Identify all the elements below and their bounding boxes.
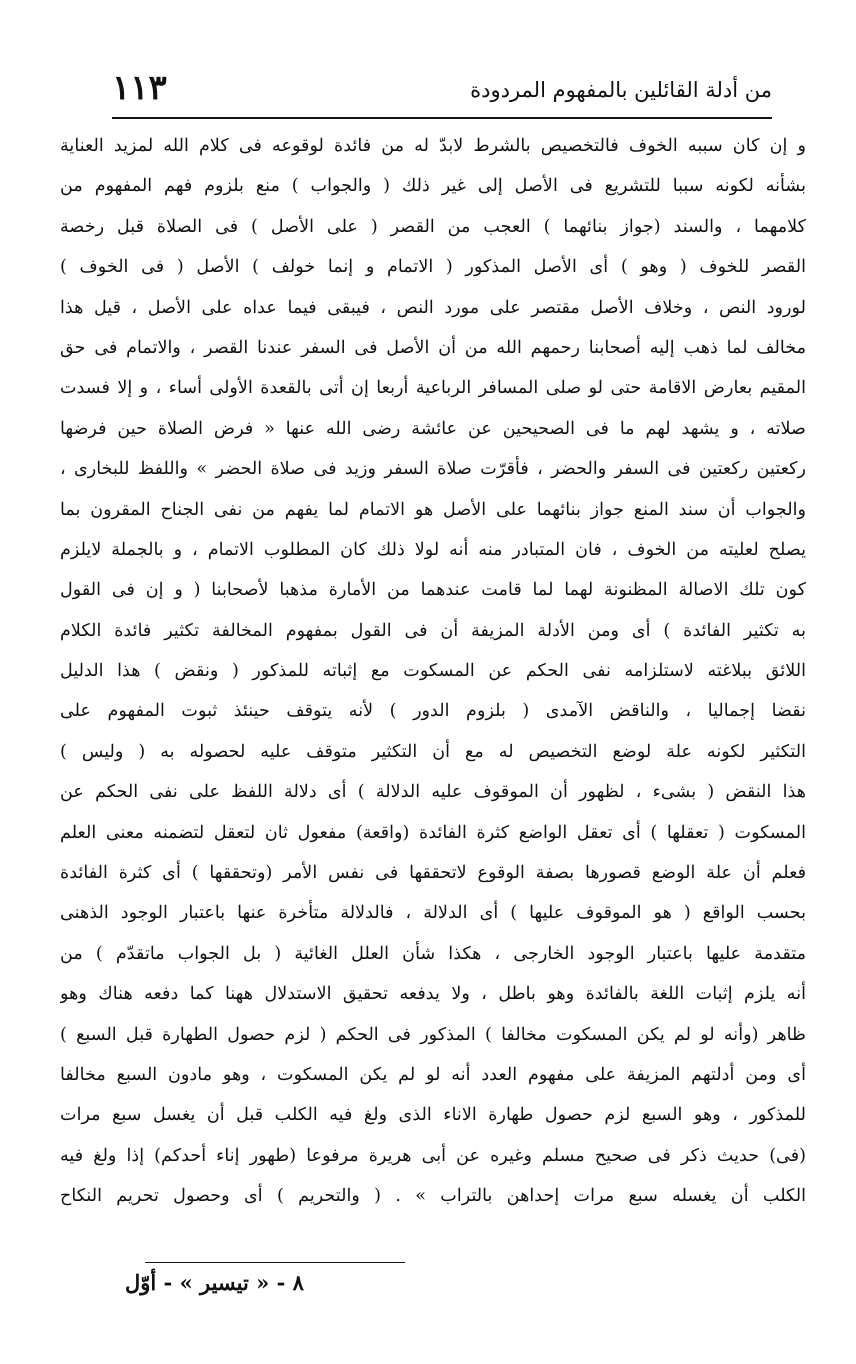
body-text — [60, 126, 806, 1217]
header-rule — [112, 117, 772, 119]
text-line: القصر للخوف ( وهو ) أى الأصل المذكور ( الاتمام و إنما خولف ) الأصل ( فى الخوف ) — [60, 257, 806, 278]
text-line: المقيم بعارض الاقامة حتى لو صلى المسافر الرباعية أربعا إن أتى بالقعدة الأولى أساء ، و إلا فسدت — [60, 378, 806, 399]
text-line: بحسب الواقع ( هو الموقوف عليها ) أى الدلالة ، فالدلالة متأخرة عنها باعتبار الوجود الذهنى — [60, 903, 806, 924]
text-line: به تكثير الفائدة ) أى ومن الأدلة المزيفة أن فى القول بمفهوم المخالفة تكثير فائدة الكلام — [60, 620, 806, 641]
printer-signature: ٨ - « تيسير » - أوّل — [125, 1270, 304, 1295]
text-line: متقدمة عليها باعتبار الوجود الخارجى ، هكذا شأن العلل الغائية ( بل الجواب ماتقدّم ) من — [60, 943, 806, 964]
page-number: ١١٣ — [112, 68, 167, 108]
text-line: فعلم أن علة الوضع قصورها بصفة الوقوع لاتحققها فى نفس الأمر (وتحققها ) أى كثرة الفائدة — [60, 863, 806, 884]
text-line: هذا النقض ( بشىء ، لظهور أن الموقوف عليه الدلالة ) أى دلالة اللفظ على نفى الحكم عن — [60, 782, 806, 803]
text-line: كلامهما ، والسند (جواز بنائهما ) العجب من القصر ( على الأصل ) فى الصلاة قبل رخصة — [60, 216, 806, 237]
text-line: يصلح لعليته من الخوف ، فان المتبادر منه أنه لولا ذلك كان المطلوب الاتمام ، و بالجملة لايلزم — [60, 539, 806, 560]
text-line: التكثير لكونه علة لوضع التخصيص له مع أن التكثير متوقف عليه لحصوله به ( وليس ) — [60, 741, 806, 762]
text-line: نقضا إجماليا ، والناقض الآمدى ( بلزوم الدور ) لأنه يتوقف حينئذ ثبوت المفهوم على — [60, 701, 806, 722]
text-line: الكلب أن يغسله سبع مرات إحداهن بالتراب » . ( والتحريم ) أى وحصول تحريم النكاح — [60, 1186, 806, 1207]
running-title: من أدلة القائلين بالمفهوم المردودة — [470, 78, 772, 102]
text-line: مخالف لما ذهب إليه أصحابنا رحمهم الله من أن الأصل فى السفر عندنا القصر ، والاتمام فى حق — [60, 337, 806, 358]
text-line: و إن كان سببه الخوف فالتخصيص بالشرط لابدّ له من فائدة لوقوعه فى كلام الله لمزيد العناية — [60, 136, 806, 156]
text-line: ظاهر (وأنه لو لم يكن المسكوت مخالفا ) المذكور فى الحكم ( لزم حصول الطهارة قبل السبع ) — [60, 1024, 806, 1045]
text-line: ركعتين ركعتين فى السفر والحضر ، فأقرّت صلاة السفر وزيد فى صلاة الحضر » واللفظ للبخارى ، — [60, 459, 806, 480]
page-header — [112, 68, 772, 112]
text-line: لورود النص ، وخلاف الأصل مقتصر على مورد النص ، فيبقى فيما عداه على الأصل ، قيل هذا — [60, 297, 806, 318]
text-line: للمذكور ، وهو السبع لزم حصول طهارة الاناء الذى ولغ فيه الكلب قبل أن يغسل سبع مرات — [60, 1105, 806, 1126]
footer-rule — [145, 1262, 405, 1263]
text-line: صلاته ، و يشهد لهم ما فى الصحيحين عن عائشة رضى الله عنها « فرض الصلاة حين فرضها — [60, 418, 806, 439]
text-line: أى ومن أدلتهم المزيفة على مفهوم العدد أنه لو لم يكن المسكوت ، وهو مادون السبع مخالفا — [60, 1064, 806, 1085]
text-line: المسكوت ( تعقلها ) أى تعقل الواضع كثرة الفائدة (واقعة) مفعول ثان لتعقل لتضمنه معنى العلم — [60, 822, 806, 843]
text-line: والجواب أن سند المنع جواز بنائهما على الأصل هو الاتمام لما يفهم من نفى الجناح المقرون بما — [60, 499, 806, 520]
text-line: بشأنه لكونه سببا للتشريع فى الأصل إلى غير ذلك ( والجواب ) منع بلزوم فهم المفهوم من — [60, 176, 806, 197]
text-line: كون تلك الاصالة المظنونة لهما لما قامت عندهما من الأمارة مذهبا لأصحابنا ( و إن فى القول — [60, 580, 806, 601]
text-line: اللائق ببلاغته لاستلزامه نفى الحكم عن المسكوت مع إثباته للمذكور ( ونقض ) هذا الدليل — [60, 661, 806, 682]
text-line: (فى) حديث ذكر فى صحيح مسلم وغيره عن أبى هريرة مرفوعا (طهور إناء أحدكم) إذا ولغ فيه — [60, 1145, 806, 1166]
text-line: أنه يلزم إثبات اللغة بالفائدة وهو باطل ، ولا يدفعه تحقيق الاستدلال ههنا كما دفعه هناك وهو — [60, 984, 806, 1005]
